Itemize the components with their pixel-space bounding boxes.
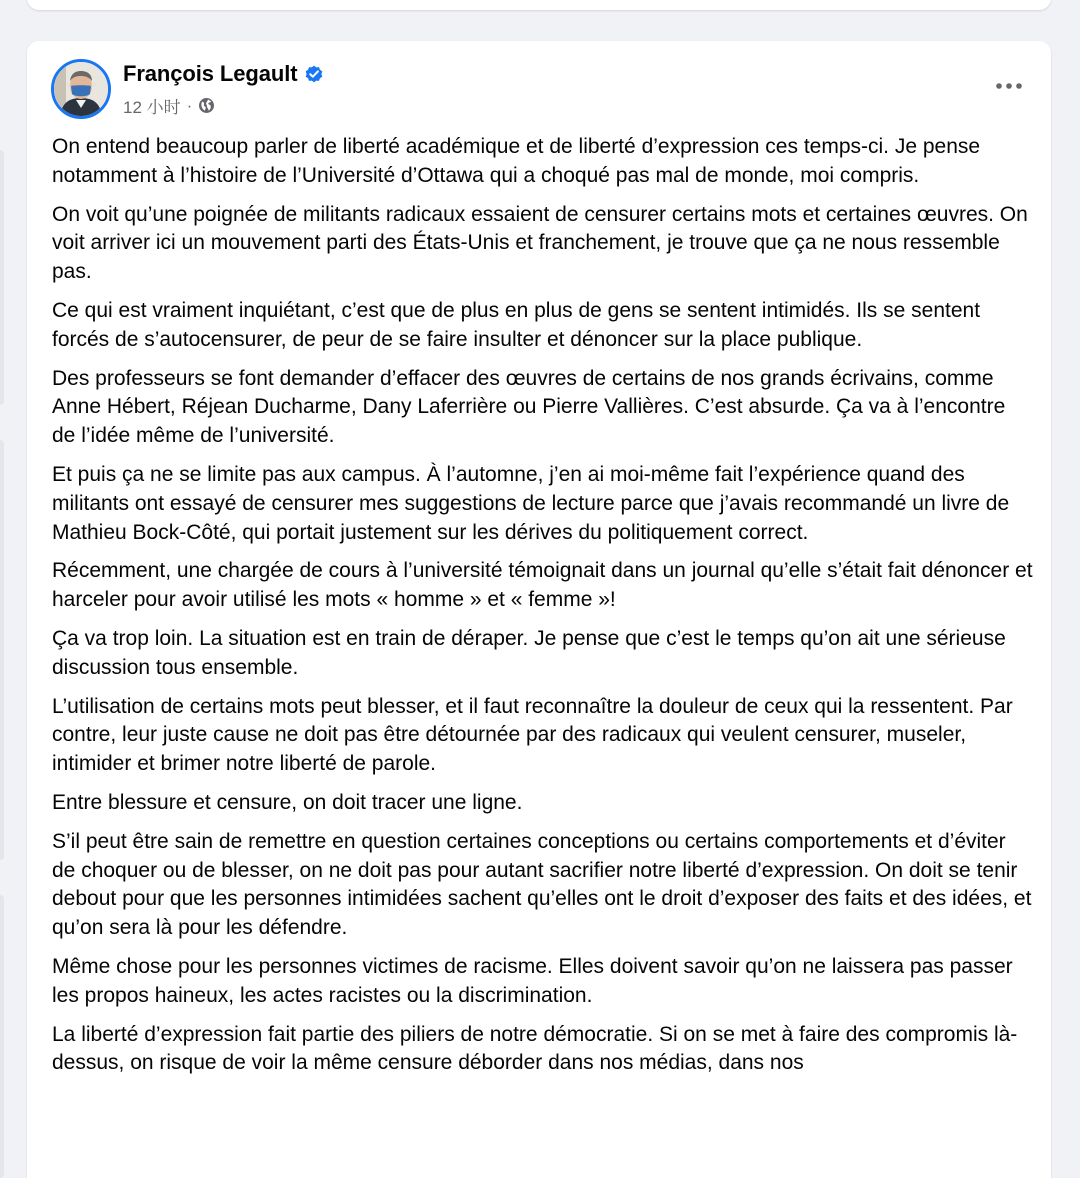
author-row	[123, 61, 324, 87]
post-card	[27, 41, 1051, 1178]
previous-post-card	[27, 0, 1051, 10]
post-paragraph: S’il peut être sain de remettre en question certaines conceptions ou certains comportements et d’éviter de choquer ou de blesser, on ne doit pas pour autant sacrifier notre liberté d’expression. On doit se tenir debout pour que les personnes intimidées sachent qu’elles ont le droit d’exposer des faits et des idées, et qu’on sera là pour les défendre.	[52, 829, 1032, 940]
left-panel-edge	[0, 150, 4, 405]
post-text	[52, 133, 1034, 1088]
post-timestamp[interactable]: 12 小时	[123, 98, 181, 117]
author-avatar[interactable]	[51, 59, 111, 119]
post-paragraph: Récemment, une chargée de cours à l’université témoignait dans un journal qu’elle s’était fait dénoncer et harceler pour avoir utilisé les mots « homme » et « femme »!	[52, 559, 1033, 612]
verified-badge-icon	[304, 64, 324, 84]
more-options-button[interactable]	[991, 71, 1027, 101]
post-paragraph: Ce qui est vraiment inquiétant, c’est que de plus en plus de gens se sentent intimidés. Ils se sentent forcés de s’autocensurer, de peur de se faire insulter et dénoncer sur la place publique.	[52, 298, 981, 351]
avatar-photo	[54, 62, 108, 116]
post-meta	[123, 93, 215, 118]
post-paragraph: On voit qu’une poignée de militants radicaux essaient de censurer certains mots et certaines œuvres. On voit arriver ici un mouvement parti des États-Unis et franchement, je trouve que ça ne nous ressemble pas.	[52, 202, 1028, 284]
globe-icon[interactable]	[198, 97, 215, 114]
more-options-icon	[995, 82, 1023, 90]
post-paragraph: La liberté d’expression fait partie des piliers de notre démocratie. Si on se met à faire des compromis là-dessus, on risque de voir la même censure déborder dans nos médias, dans nos	[52, 1022, 1018, 1075]
post-paragraph: On entend beaucoup parler de liberté académique et de liberté d’expression ces temps-ci. Je pense notamment à l’histoire de l’Université d’Ottawa qui a choqué pas mal de monde, moi compris.	[52, 135, 981, 187]
post-paragraph: Même chose pour les personnes victimes de racisme. Elles doivent savoir qu’on ne laissera pas passer les propos haineux, les actes racistes ou la discrimination.	[52, 954, 1013, 1007]
post-paragraph: Des professeurs se font demander d’effacer des œuvres de certains de nos grands écrivains, comme Anne Hébert, Réjean Ducharme, Dany Laferrière ou Pierre Vallières. C’est absurde. Ça va à l’encontre de l’idée même de l’université.	[52, 366, 1006, 448]
post-paragraph: Entre blessure et censure, on doit tracer une ligne.	[52, 790, 523, 814]
meta-separator: ·	[186, 95, 193, 115]
post-paragraph: Ça va trop loin. La situation est en train de déraper. Je pense que c’est le temps qu’on ait une sérieuse discussion tous ensemble.	[52, 626, 1006, 679]
left-panel-edge	[0, 440, 4, 860]
post-paragraph: L’utilisation de certains mots peut blesser, et il faut reconnaître la douleur de ceux qui la ressentent. Par contre, leur juste cause ne doit pas être détournée par des radicaux qui veulent censurer, museler, intimider et brimer notre liberté de parole.	[52, 694, 1013, 776]
left-panel-edge	[0, 895, 4, 1178]
post-paragraph: Et puis ça ne se limite pas aux campus. À l’automne, j’en ai moi-même fait l’expérience quand des militants ont essayé de censurer mes suggestions de lecture parce que j’avais recommandé un livre de Mathieu Bock-Côté, qui portait justement sur les dérives du politiquement correct.	[52, 462, 1010, 544]
author-name[interactable]: François Legault	[123, 61, 298, 86]
